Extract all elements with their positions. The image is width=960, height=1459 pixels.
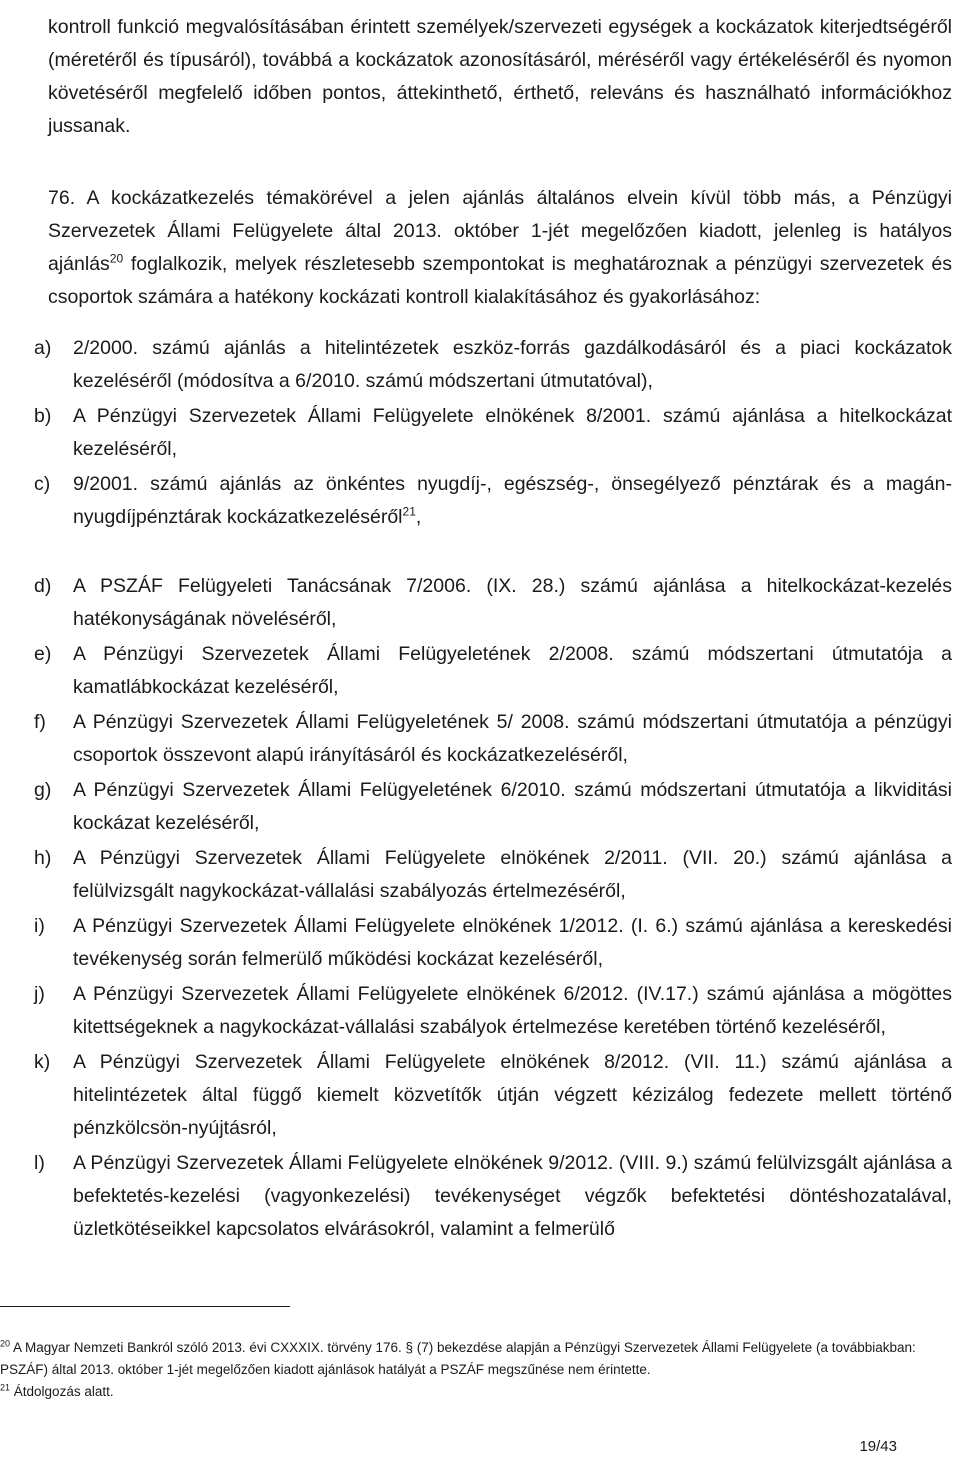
list-item-i — [34, 910, 952, 976]
list-label: g) — [34, 779, 52, 801]
footnote-ref-20[interactable]: 20 — [109, 251, 124, 265]
list-item-e — [34, 638, 952, 704]
footnote-number: 21 — [0, 1382, 11, 1393]
list-item-text: 2/2000. számú ajánlás a hitelintézetek eszköz-forrás gazdálkodásáról és a piaci kockázatok kezeléséről (módosítva a 6/2010. számú módszertani útmutatóval), — [73, 337, 952, 392]
list-item-text: A Pénzügyi Szervezetek Állami Felügyelete elnökének 8/2001. számú ajánlása a hitelkockázat kezeléséről, — [73, 405, 952, 460]
footnotes — [0, 1337, 960, 1403]
list-item-text: A Pénzügyi Szervezetek Állami Felügyelete elnökének 1/2012. (I. 6.) számú ajánlása a kereskedési tevékenység során felmerülő működési kockázat kezeléséről, — [73, 915, 952, 970]
list-label: h) — [34, 847, 52, 869]
recommendation-list — [34, 332, 952, 1248]
list-label: b) — [34, 405, 52, 427]
list-label: j) — [34, 983, 45, 1005]
paragraph-text: A kockázatkezelés témakörével a jelen ajánlás általános elvein kívül több más, a Pénzügyi Szervezetek Állami Felügyelete által 2013. október 1-jét megelőzően kiadott, jelenleg is hatályos ajánlás — [48, 186, 952, 275]
list-item-g — [34, 774, 952, 840]
list-item-text: A Pénzügyi Szervezetek Állami Felügyelete elnökének 9/2012. (VIII. 9.) számú felülvizsgált ajánlása a befektetés-kezelési (vagyonkezelési) tevékenységet végzők befektetési döntéshozatalával, üzletkötéseikkel kapcsolatos elvárásokról, valamint a felmerülő — [73, 1152, 952, 1240]
paragraph-number: 76. — [48, 186, 76, 209]
intro-paragraph: kontroll funkció megvalósításában érintett személyek/szervezeti egységek a kockázatok kiterjedtségéről (méretéről és típusáról), továbbá a kockázatok azonosításáról, méréséről vagy értékeléséről és nyomon követéséről megfelelő időben pontos, áttekinthető, érthető, releváns és használható információkhoz jussanak. — [48, 15, 952, 137]
footnote-text: Átdolgozás alatt. — [13, 1384, 114, 1399]
list-label: a) — [34, 337, 52, 359]
list-item-h — [34, 842, 952, 908]
paragraph-text-cont: foglalkozik, melyek részletesebb szempontokat is meghatároznak a pénzügyi szervezetek és csoportok számára a hatékony kockázati kontroll kialakításához és gyakorlásához: — [48, 252, 952, 308]
list-item-b — [34, 400, 952, 466]
list-item-text: A Pénzügyi Szervezetek Állami Felügyeletének 6/2010. számú módszertani útmutatója a likviditási kockázat kezeléséről, — [73, 779, 952, 834]
list-item-text-end: , — [415, 506, 422, 528]
list-label: e) — [34, 643, 52, 665]
list-item-a — [34, 332, 952, 398]
list-label: l) — [34, 1152, 45, 1174]
list-item-l — [34, 1147, 952, 1246]
list-item-c — [34, 468, 952, 534]
list-label: d) — [34, 575, 52, 597]
page-number: 19/43 — [859, 1438, 897, 1455]
list-item-text: A Pénzügyi Szervezetek Állami Felügyelete elnökének 6/2012. (IV.17.) számú ajánlása a mögöttes kitettségeknek a nagykockázat-vállalási szabályok értelmezése keretében történő kezeléséről, — [73, 983, 952, 1038]
footnote-21 — [0, 1381, 960, 1403]
list-gap — [34, 536, 952, 570]
footnote-text: A Magyar Nemzeti Bankról szóló 2013. évi CXXXIX. törvény 176. § (7) bekezdése alapján a Pénzügyi Szervezetek Állami Felügyelete (a továbbiakban: PSZÁF) által 2013. október 1-jét megelőzően kiadott ajánlások hatályát a PSZÁF megszűnése nem érintette. — [0, 1340, 916, 1377]
list-item-j — [34, 978, 952, 1044]
footnote-20 — [0, 1337, 960, 1381]
footnote-divider — [0, 1306, 290, 1307]
list-item-text: A Pénzügyi Szervezetek Állami Felügyelete elnökének 8/2012. (VII. 11.) számú ajánlása a hitelintézetek által függő kiemelt közvetítők útján végzett kézizálog fedezete mellett történő pénzkölcsön-nyújtásról, — [73, 1051, 952, 1139]
list-label: k) — [34, 1051, 51, 1073]
paragraph-76 — [48, 182, 952, 314]
list-label: f) — [34, 711, 46, 733]
list-item-text: A Pénzügyi Szervezetek Állami Felügyeletének 5/ 2008. számú módszertani útmutatója a pénzügyi csoportok összevont alapú irányításáról és kockázatkezeléséről, — [73, 711, 952, 766]
list-item-text: A Pénzügyi Szervezetek Állami Felügyeletének 2/2008. számú módszertani útmutatója a kamatlábkockázat kezeléséről, — [73, 643, 952, 698]
list-item-text: A Pénzügyi Szervezetek Állami Felügyelete elnökének 2/2011. (VII. 20.) számú ajánlása a felülvizsgált nagykockázat-vállalási szabályozás értelmezéséről, — [73, 847, 952, 902]
footnote-number: 20 — [0, 1338, 11, 1349]
list-label: i) — [34, 915, 45, 937]
list-item-d — [34, 570, 952, 636]
list-item-text: A PSZÁF Felügyeleti Tanácsának 7/2006. (IX. 28.) számú ajánlása a hitelkockázat-kezelés hatékonyságának növeléséről, — [73, 575, 952, 630]
list-label: c) — [34, 473, 51, 495]
list-item-k — [34, 1046, 952, 1145]
list-item-f — [34, 706, 952, 772]
footnote-ref-21[interactable]: 21 — [402, 504, 416, 519]
list-item-text: 9/2001. számú ajánlás az önkéntes nyugdíj-, egészség-, önsegélyező pénztárak és a magán-nyugdíjpénztárak kockázatkezeléséről — [73, 473, 952, 528]
